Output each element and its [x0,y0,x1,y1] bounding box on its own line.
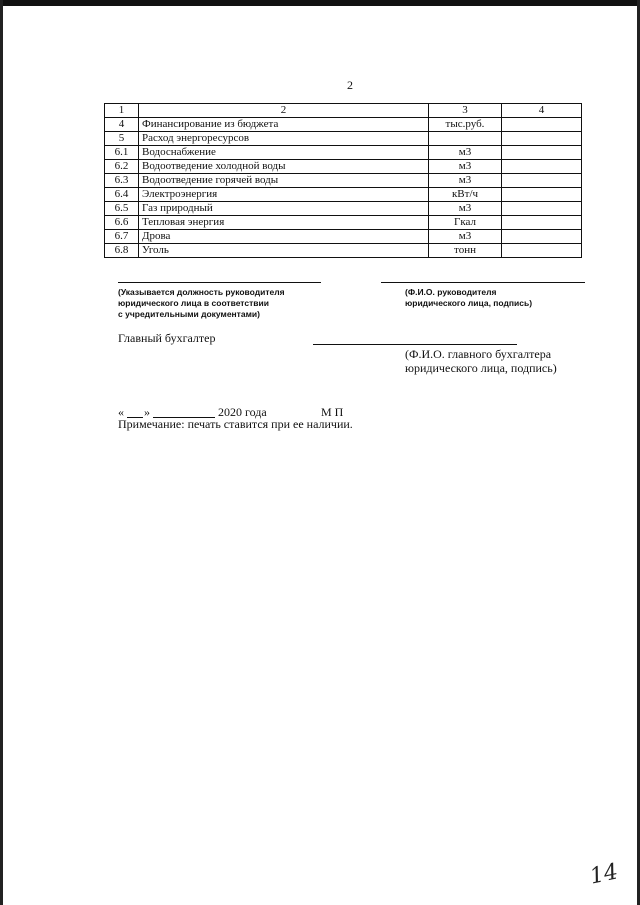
table-row [105,160,582,174]
table-row [105,188,582,202]
row-unit-cell: тонн [429,244,502,258]
row-number-cell: 6.3 [105,174,139,188]
handwritten-page-number: 14 [587,859,621,890]
row-unit-cell: Гкал [429,216,502,230]
row-name-cell: Дрова [139,230,429,244]
row-number-cell: 4 [105,118,139,132]
row-value-cell [502,230,582,244]
table-row [105,118,582,132]
row-unit-cell: тыс.руб. [429,118,502,132]
row-name-cell: Уголь [139,244,429,258]
table-row [105,244,582,258]
row-value-cell [502,216,582,230]
accountant-caption-line-1: (Ф.И.О. главного бухгалтера [405,347,552,361]
row-value-cell [502,202,582,216]
row-value-cell [502,244,582,258]
table-row [105,230,582,244]
row-name-cell: Водоотведение горячей воды [139,174,429,188]
row-value-cell [502,188,582,202]
table-row [105,202,582,216]
position-caption-line-2: юридического лица в соответствии [118,298,269,308]
row-number-cell: 6.6 [105,216,139,230]
header-cell: 1 [105,104,139,118]
row-number-cell: 6.8 [105,244,139,258]
name-caption-line-1: (Ф.И.О. руководителя [405,287,497,297]
header-cell: 3 [429,104,502,118]
table-row [105,132,582,146]
row-number-cell: 5 [105,132,139,146]
accountant-signature-line [313,344,517,345]
position-caption-line-3: с учредительными документами) [118,309,260,319]
row-value-cell [502,160,582,174]
row-name-cell: Электроэнергия [139,188,429,202]
row-number-cell: 6.2 [105,160,139,174]
name-signature-line [381,282,585,283]
row-number-cell: 6.1 [105,146,139,160]
row-name-cell: Газ природный [139,202,429,216]
row-unit-cell: м3 [429,160,502,174]
table-row [105,146,582,160]
row-unit-cell: м3 [429,230,502,244]
row-value-cell [502,146,582,160]
row-value-cell [502,174,582,188]
row-unit-cell: м3 [429,202,502,216]
row-unit-cell [429,132,502,146]
position-caption-line-1: (Указывается должность руководителя [118,287,285,297]
stamp-place-label: М П [321,405,344,419]
row-name-cell: Тепловая энергия [139,216,429,230]
stamp-note: Примечание: печать ставится при ее наличии. [118,417,353,431]
row-number-cell: 6.7 [105,230,139,244]
accountant-caption-line-2: юридического лица, подпись) [405,361,557,375]
header-cell: 2 [139,104,429,118]
row-number-cell: 6.4 [105,188,139,202]
row-value-cell [502,118,582,132]
date-quote-open: « [118,405,124,419]
row-name-cell: Водоснабжение [139,146,429,160]
row-name-cell: Финансирование из бюджета [139,118,429,132]
date-quote-close: » [144,405,150,419]
energy-table [104,103,582,258]
name-caption-line-2: юридического лица, подпись) [405,298,533,308]
row-name-cell: Расход энергоресурсов [139,132,429,146]
row-unit-cell: м3 [429,146,502,160]
row-name-cell: Водоотведение холодной воды [139,160,429,174]
scan-left-border [0,0,3,905]
row-value-cell [502,132,582,146]
date-year: 2020 года [218,405,267,419]
row-unit-cell: кВт/ч [429,188,502,202]
position-signature-line [118,282,321,283]
scan-top-border [0,0,640,6]
header-cell: 4 [502,104,582,118]
page-number: 2 [347,78,353,92]
table-row [105,216,582,230]
row-unit-cell: м3 [429,174,502,188]
row-number-cell: 6.5 [105,202,139,216]
chief-accountant-label: Главный бухгалтер [118,331,216,345]
table-header-row [105,104,582,118]
table-row [105,174,582,188]
